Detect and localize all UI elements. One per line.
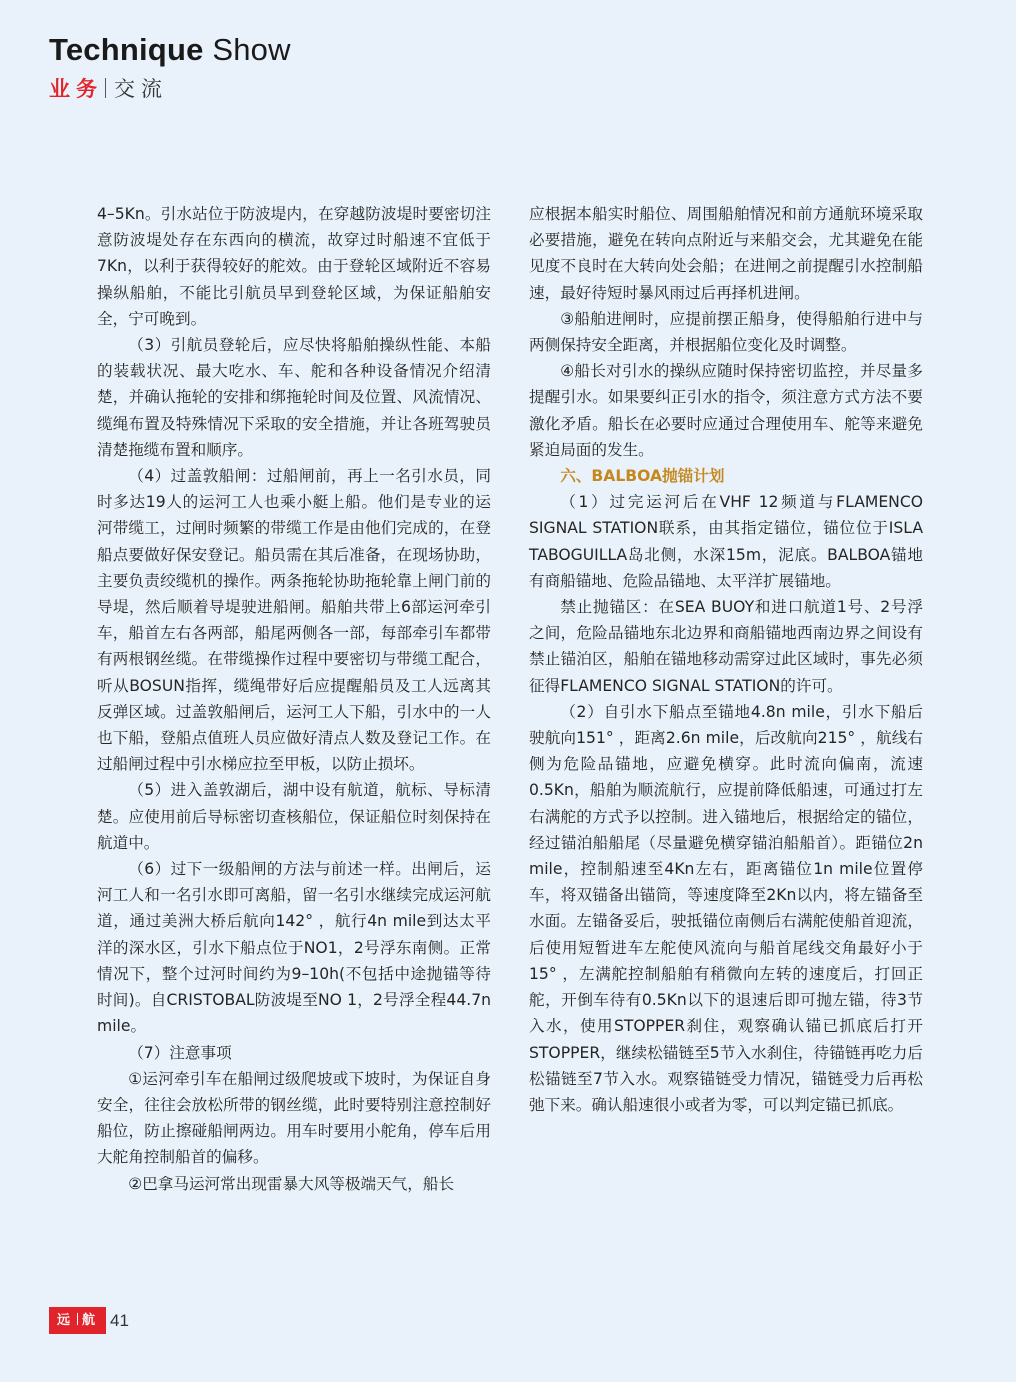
section-divider xyxy=(105,78,106,98)
page-number: 41 xyxy=(110,1310,129,1330)
paragraph: ④船长对引水的操纵应随时保持密切监控，并尽量多提醒引水。如果要纠正引水的指令，须注意方式方法不要激化矛盾。船长在必要时应通过合理使用车、舵等来避免紧迫局面的发生。 xyxy=(529,362,923,459)
title-light: Show xyxy=(203,32,291,67)
paragraph: （4）过盖敦船闸：过船闸前，再上一名引水员，同时多达19人的运河工人也乘小艇上船。他们是专业的运河带缆工，过闸时频繁的带缆工作是由他们完成的，在登船点要做好保安登记。船员需在其后准备，在现场协助，主要负责绞缆机的操作。两条拖轮协助拖轮靠上闸门前的导堤，然后顺着导堤驶进船闸。船舶共带上6部运河牵引车，船首左右各两部，船尾两侧各一部，每部牵引车都带有两根钢丝缆。在带缆操作过程中要密切与带缆工配合，听从BOSUN指挥，缆绳带好后应提醒船员及工人远离其反弹区域。过盖敦船闸后，运河工人下船，引水中的一人也下船，登船点值班人员应做好清点人数及登记工作。在过船闸过程中引水梯应拉至甲板，以防止损坏。 xyxy=(97,467,491,774)
paragraph: （5）进入盖敦湖后，湖中设有航道，航标、导标清楚。应使用前后导标密切查核船位，保证船位时刻保持在航道中。 xyxy=(97,781,491,852)
right-column xyxy=(529,201,923,1118)
magazine-column-title xyxy=(49,30,291,70)
section-primary: 业务 xyxy=(49,77,103,101)
paragraph: ②巴拿马运河常出现雷暴大风等极端天气，船长 xyxy=(128,1174,455,1193)
paragraph: （2）自引水下船点至锚地4.8n mile，引水下船后驶航向151° ，距离2.6n mile，后改航向215° ，航线右侧为危险品锚地，应避免横穿。此时流向偏南，流速0.5Kn，船舶为顺流航行，应提前降低船速，可通过打左右满舵的方式予以控制。进入锚地后，根据给定的锚位，经过锚泊船船尾（尽量避免横穿锚泊船船首）。距锚位2n mile，控制船速至4Kn左右，距离锚位1n mile位置停车，将双锚备出锚筒，等速度降至2Kn以内，将左锚备至水面。左锚备妥后，驶抵锚位南侧后右满舵使船首迎流，后使用短暂进车左舵使风流向与船首尾线交角最好小于15° ，左满舵控制船舶有稍微向左转的速度后，打回正舵，开倒车待有0.5Kn以下的退速后即可抛左锚，待3节入水，使用STOPPER刹住，观察确认锚已抓底后打开STOPPER，继续松锚链至5节入水刹住，待锚链再吃力后松锚链至7节入水。观察锚链受力情况，锚链受力后再松弛下来。确认船速很小或者为零，可以判定锚已抓底。 xyxy=(529,702,923,1114)
page-header xyxy=(49,30,291,104)
paragraph: 4–5Kn。引水站位于防波堤内，在穿越防波堤时要密切注意防波堤处存在东西向的横流，故穿过时船速不宜低于7Kn，以利于获得较好的舵效。由于登轮区域附近不容易操纵船舶，不能比引航员早到登轮区域，为保证船舶安全，宁可晚到。 xyxy=(97,205,491,328)
paragraph: （6）过下一级船闸的方法与前述一样。出闸后，运河工人和一名引水即可离船，留一名引水继续完成运河航道，通过美洲大桥后航向142° ，航行4n mile到达太平洋的深水区，引水下船点位于NO1，2号浮东南侧。正常情况下，整个过河时间约为9–10h(不包括中途抛锚等待时间)。自CRISTOBAL防波堤至NO 1，2号浮全程44.7n mile。 xyxy=(97,860,491,1036)
paragraph: ③船舶进闸时，应提前摆正船身，使得船舶行进中与两侧保持安全距离，并根据船位变化及时调整。 xyxy=(529,309,923,355)
left-column xyxy=(97,201,491,1197)
section-secondary: 交流 xyxy=(114,77,168,101)
paragraph: （1）过完运河后在VHF 12频道与FLAMENCO SIGNAL STATION联系，由其指定锚位，锚位位于ISLA TABOGUILLA岛北侧，水深15m，泥底。BALBOA锚地有商船锚地、危险品锚地、太平洋扩展锚地。 xyxy=(529,493,923,590)
paragraph: ①运河牵引车在船闸过级爬坡或下坡时，为保证自身安全，往往会放松所带的钢丝缆，此时要特别注意控制好船位，防止擦碰船闸两边。用车时要用小舵角，停车后用大舵角控制船首的偏移。 xyxy=(97,1069,491,1167)
paragraph: （3）引航员登轮后，应尽快将船舶操纵性能、本船的装载状况、最大吃水、车、舵和各种设备情况介绍清楚，并确认拖轮的安排和绑拖轮时间及位置、风流情况、缆绳布置及特殊情况下采取的安全措施，并让各班驾驶员清楚拖缆布置和顺序。 xyxy=(97,336,491,459)
title-bold: Technique xyxy=(49,32,204,67)
paragraph: （7）注意事项 xyxy=(128,1043,232,1062)
page-footer xyxy=(49,1307,129,1334)
pub-char-right: 航 xyxy=(82,1313,99,1328)
pub-char-left: 远 xyxy=(57,1313,74,1328)
pub-divider xyxy=(77,1313,78,1325)
section-label xyxy=(49,74,291,104)
publication-logo xyxy=(49,1307,106,1334)
section-heading: 六、BALBOA抛锚计划 xyxy=(560,467,725,486)
paragraph: 应根据本船实时船位、周围船舶情况和前方通航环境采取必要措施，避免在转向点附近与来船交会，尤其避免在能见度不良时在大转向处会船；在进闸之前提醒引水控制船速，最好待短时暴风雨过后再择机进闸。 xyxy=(529,205,923,302)
paragraph: 禁止抛锚区：在SEA BUOY和进口航道1号、2号浮之间，危险品锚地东北边界和商船锚地西南边界之间设有禁止锚泊区，船舶在锚地移动需穿过此区域时，事先必须征得FLAMENCO SIGNAL STATION的许可。 xyxy=(529,598,923,695)
